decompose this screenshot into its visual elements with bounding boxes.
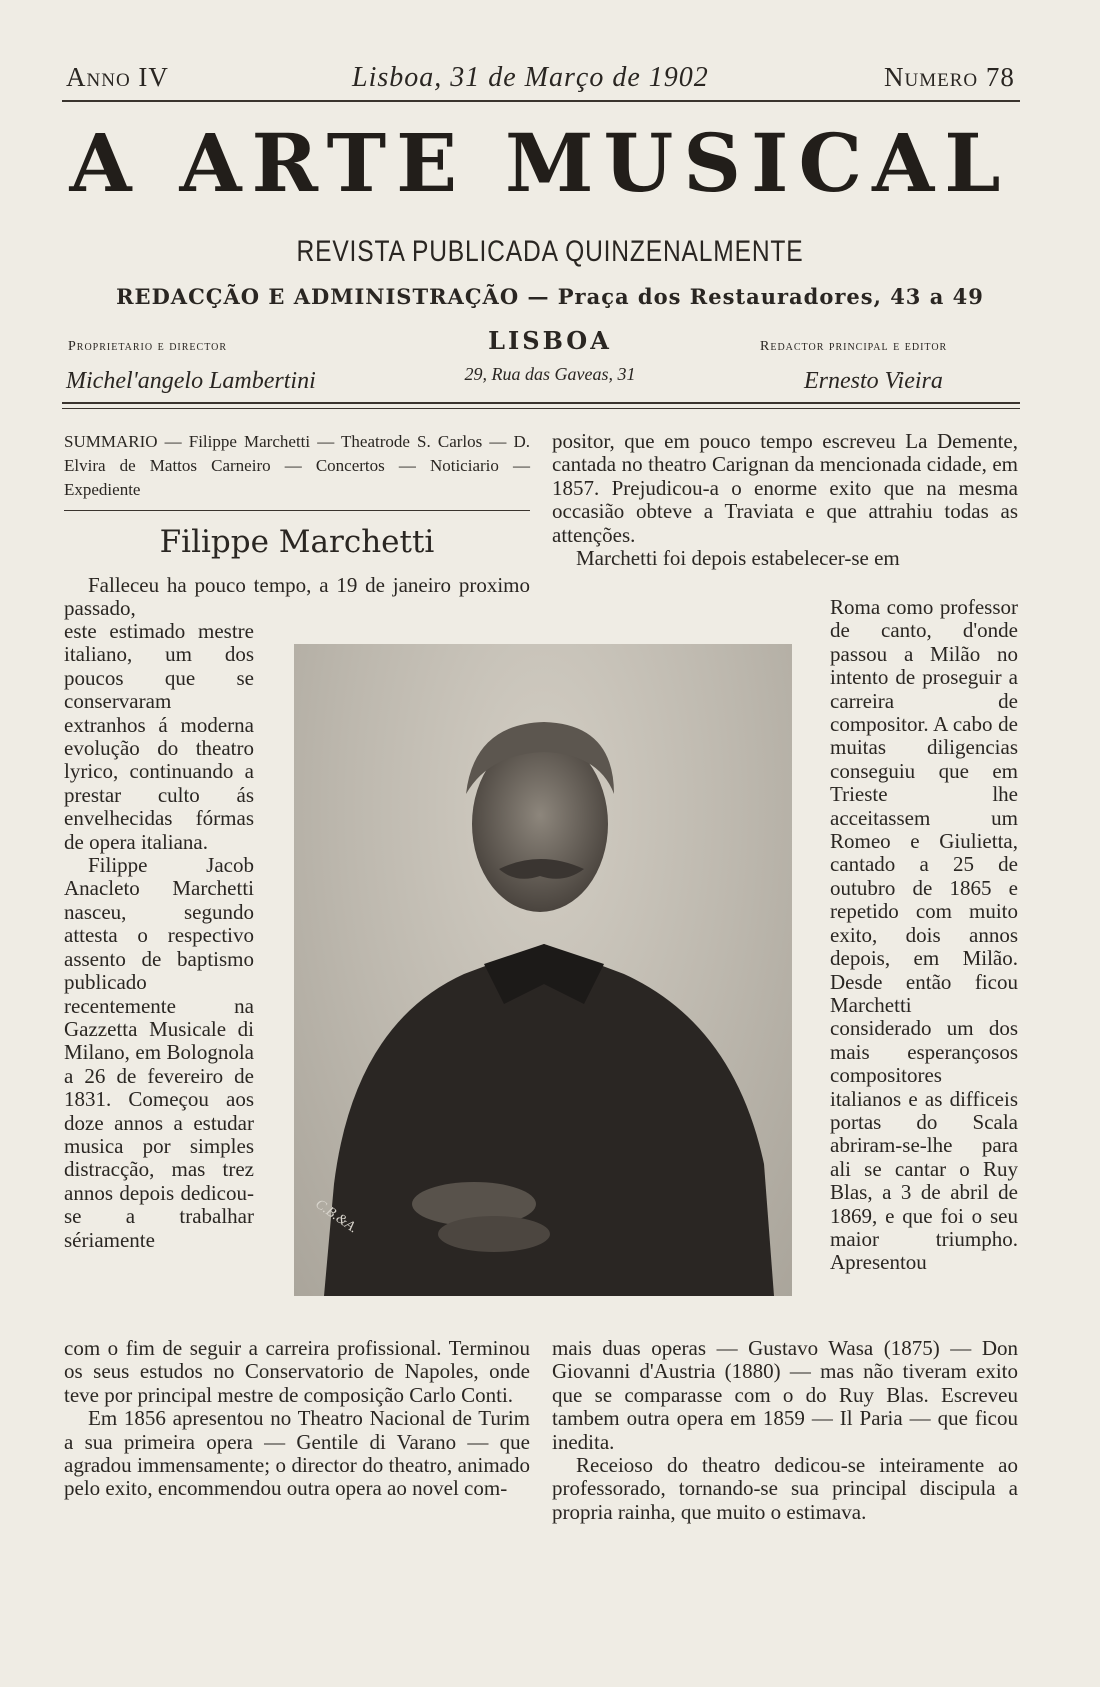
col2-paragraph-5: Receioso do theatro dedicou-se inteiramente ao professorado, tornando-se sua principal discipula a propria rainha, que muito o estimava. [552, 1453, 1018, 1524]
col2-bottom-text [552, 1337, 1018, 1524]
col1-left-text [64, 620, 254, 1252]
city-label: LISBOA [488, 326, 612, 355]
col1-paragraph-4: Em 1856 apresentou no Theatro Nacional de Turim a sua primeira opera — Gentile di Varano — que agradou immensamente; o director do theatro, animado pelo exito, encommendou outra opera ao novel com- [64, 1406, 530, 1501]
col1-bottom-text [64, 1337, 530, 1501]
editor-label: Redactor principal e editor [760, 339, 948, 354]
col2-paragraph-2: Marchetti foi depois estabelecer-se em [576, 546, 900, 571]
col1-paragraph-1: este estimado mestre italiano, um dos poucos que se conservaram extranhos á moderna evolução do theatro lyrico, continuando a prestar culto ás envelhecidas fórmas de opera italiana. [64, 619, 254, 854]
col2-right-text [830, 596, 1018, 1275]
header-rule [62, 100, 1020, 102]
col2-top-text [552, 430, 1018, 570]
issue-date: Lisboa, 31 de Março de 1902 [352, 62, 709, 93]
col1-paragraph-2: Filippe Jacob Anacleto Marchetti nasceu, segundo attesta o respectivo assento de baptismo publicado recentemente na Gazzetta Musicale di Milano, em Bolognola a 26 de fevereiro de 1831. Começou aos doze annos a estudar musica por simples distracção, mas trez annos depois dedicou-se a trabalhar sériamente [64, 853, 254, 1252]
portrait-photo [294, 644, 792, 1296]
volume-label: Anno IV [66, 62, 169, 92]
proprietor-name: Michel'angelo Lambertini [66, 368, 316, 394]
address: 29, Rua das Gaveas, 31 [464, 364, 636, 384]
summary: SUMMARIO — Filippe Marchetti — Theatrode S. Carlos — D. Elvira de Mattos Carneiro — Concertos — Noticiario — Expediente [64, 432, 530, 499]
col1-intro: Falleceu ha pouco tempo, a 19 de janeiro proximo passado, [64, 573, 530, 621]
photo-signature: C.B.&A. [312, 1196, 361, 1237]
summary-rule [64, 510, 530, 511]
masthead-rule-1 [62, 402, 1020, 404]
administration-line: REDACÇÃO E ADMINISTRAÇÃO — Praça dos Restauradores, 43 a 49 [116, 284, 984, 309]
article-title: Filippe Marchetti [159, 524, 435, 560]
col1-paragraph-3: com o fim de seguir a carreira profissional. Terminou os seus estudos no Conservatorio de Napoles, onde teve por principal mestre de composição Carlo Conti. [64, 1336, 530, 1407]
col2-paragraph-3: Roma como professor de canto, d'onde passou a Milão no intento de proseguir a carreira de compositor. A cabo de muitas diligencias conseguiu que em Trieste lhe acceitassem um Romeo e Giulietta, cantado a 25 de outubro de 1865 e repetido com muito exito, dois annos depois, em Milão. Desde então ficou Marchetti considerado um dos mais esperançosos compositores italianos e as difficeis portas do Scala abriram-se-lhe para ali se cantar o Ruy Blas, a 3 de abril de 1869, e que foi o seu maior triumpho. Apresentou [830, 595, 1018, 1275]
col2-paragraph-4: mais duas operas — Gustavo Wasa (1875) — Don Giovanni d'Austria (1880) — mas não tiveram exito que se comparasse com o do Ruy Blas. Escreveu tambem outra opera em 1859 — Il Paria — que ficou inedita. [552, 1336, 1018, 1454]
editor-name: Ernesto Vieira [804, 368, 943, 394]
masthead-title: A ARTE MUSICAL [69, 116, 1011, 210]
masthead-rule-2 [62, 408, 1020, 409]
masthead-subtitle: REVISTA PUBLICADA QUINZENALMENTE [296, 235, 804, 268]
col1-top-paragraph [64, 574, 530, 621]
issue-number: Numero 78 [884, 62, 1015, 92]
col2-paragraph-1: positor, que em pouco tempo escreveu La Demente, cantada no theatro Carignan da mencionada cidade, em 1857. Prejudicou-a o enorme exito que na mesma occasião obteve a Traviata e que attrahiu todas as attenções. [552, 429, 1018, 547]
proprietor-label: Proprietario e director [68, 339, 228, 354]
